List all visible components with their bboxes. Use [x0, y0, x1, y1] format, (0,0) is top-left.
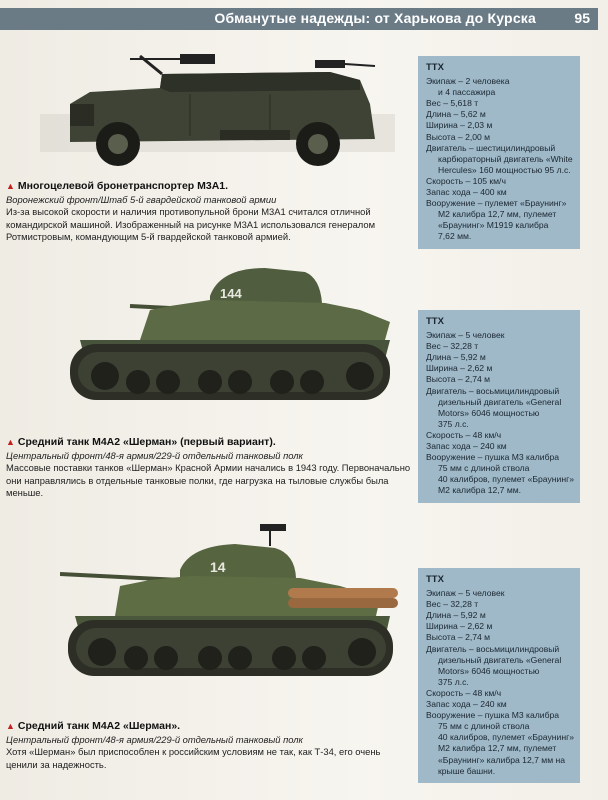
ttx-panel-m3a1 — [418, 56, 580, 249]
ttx-line: Вес – 32,28 т — [426, 599, 479, 610]
ttx-line: Скорость – 105 км/ч — [426, 175, 506, 186]
ttx-line: дизельный двигатель «General — [438, 396, 562, 407]
ttx-line: 40 калибров, пулемет «Браунинг» — [438, 474, 574, 485]
ttx-line: 75 мм с длиной ствола — [438, 463, 530, 474]
ttx-line: Двигатель – восьмицилиндровый — [426, 643, 560, 654]
caption-body: Хотя «Шерман» был приспособлен к российским условиям не так, как Т-34, его очень ценили за надежность. — [6, 746, 381, 770]
red-triangle-icon: ▲ — [6, 181, 15, 191]
ttx-line: Скорость – 48 км/ч — [426, 429, 502, 440]
caption-subtitle: Центральный фронт/48-я армия/229-й отдельный танковый полк — [6, 450, 303, 461]
ttx-line: Ширина – 2,62 м — [426, 621, 493, 632]
ttx-line: М2 калибра 12,7 мм, пулемет — [438, 743, 557, 754]
ttx-line: Высота – 2,74 м — [426, 374, 491, 385]
red-triangle-icon: ▲ — [6, 437, 15, 447]
ttx-line: Вес – 32,28 т — [426, 341, 479, 352]
ttx-line: М2 калибра 12,7 мм. — [438, 485, 522, 496]
ttx-line: 75 мм с длиной ствола — [438, 721, 530, 732]
red-triangle-icon: ▲ — [6, 721, 15, 731]
sherman-144-illustration — [60, 248, 405, 428]
caption-title: ▲ Средний танк М4А2 «Шерман» (первый вариант). — [6, 436, 276, 448]
ttx-line: Запас хода – 400 км — [426, 187, 507, 198]
ttx-line: Вес – 5,618 т — [426, 98, 479, 109]
ttx-line: Длина – 5,92 м — [426, 610, 486, 621]
chapter-title: Обманутые надежды: от Харькова до Курска — [214, 10, 536, 26]
ttx-line: Высота – 2,00 м — [426, 131, 491, 142]
ttx-line: Вооружение – пушка М3 калибра — [426, 452, 560, 463]
ttx-line: и 4 пассажира — [438, 87, 496, 98]
caption-subtitle: Воронежский фронт/Штаб 5-й гвардейской танковой армии — [6, 194, 277, 205]
ttx-line: Экипаж – 5 человек — [426, 588, 505, 599]
ttx-line: Скорость – 48 км/ч — [426, 687, 502, 698]
ttx-panel-sherman-1 — [418, 310, 580, 503]
ttx-line: Motors» 6046 мощностью — [438, 665, 540, 676]
ttx-line: Длина – 5,62 м — [426, 109, 486, 120]
turret-number-144: 144 — [220, 286, 242, 301]
ttx-line: Двигатель – восьмицилиндровый — [426, 385, 560, 396]
caption-sherman-2 — [6, 720, 411, 771]
ttx-line: карбюраторный двигатель «White — [438, 153, 573, 164]
ttx-line: «Браунинг» калибра 12,7 мм на — [438, 754, 566, 765]
caption-title: ▲ Многоцелевой бронетранспортер М3А1. — [6, 180, 229, 192]
ttx-line: М2 калибра 12,7 мм, пулемет — [438, 209, 557, 220]
ttx-line: Вооружение – пулемет «Браунинг» — [426, 198, 567, 209]
ttx-panel-sherman-2 — [418, 568, 580, 783]
ttx-line: дизельный двигатель «General — [438, 654, 562, 665]
ttx-line: 7,62 мм. — [438, 231, 472, 242]
caption-sherman-1 — [6, 436, 411, 500]
ttx-line: Запас хода – 240 км — [426, 699, 507, 710]
ttx-line: Вооружение – пушка М3 калибра — [426, 710, 560, 721]
ttx-line: 375 л.с. — [438, 676, 469, 687]
ttx-line: Hercules» 160 мощностью 95 л.с. — [438, 164, 571, 175]
ttx-line: крыше башни. — [438, 765, 496, 776]
page-number: 95 — [574, 10, 590, 26]
ttx-line: Высота – 2,74 м — [426, 632, 491, 643]
ttx-line: Motors» 6046 мощностью — [438, 407, 540, 418]
sherman-14-illustration — [60, 522, 405, 702]
ttx-line: 375 л.с. — [438, 418, 469, 429]
ttx-line: Ширина – 2,62 м — [426, 363, 493, 374]
ttx-title: ТТХ — [426, 316, 444, 327]
ttx-line: Ширина – 2,03 м — [426, 120, 493, 131]
turret-number-14: 14 — [210, 559, 226, 575]
ttx-line: Экипаж – 2 человека — [426, 76, 510, 87]
caption-body: Массовые поставки танков «Шерман» Красной Армии начались в 1943 году. Первоначально они направлялись в отдельные танковые полки, где нагрузка на тыловые службы была меньше. — [6, 462, 411, 498]
caption-body: Из-за высокой скорости и наличия противопульной брони М3А1 считался отличной командирской машиной. Изображенный на рисунке М3А1 использовался генералом Ротмистровым, командующим 5-й гвардейской танковой армией. — [6, 206, 376, 242]
caption-subtitle: Центральный фронт/48-я армия/229-й отдельный танковый полк — [6, 734, 303, 745]
ttx-title: ТТХ — [426, 574, 444, 585]
ttx-line: Запас хода – 240 км — [426, 441, 507, 452]
page-header — [0, 8, 598, 30]
caption-title: ▲ Средний танк М4А2 «Шерман». — [6, 720, 181, 732]
ttx-line: «Браунинг» М1919 калибра — [438, 220, 549, 231]
ttx-title: ТТХ — [426, 62, 444, 73]
caption-m3a1 — [6, 180, 411, 244]
ttx-line: Длина – 5,92 м — [426, 352, 486, 363]
ttx-line: Двигатель – шестицилиндровый — [426, 142, 556, 153]
ttx-line: 40 калибров, пулемет «Браунинг» — [438, 732, 574, 743]
m3a1-halftrack-illustration — [30, 44, 410, 174]
ttx-line: Экипаж – 5 человек — [426, 330, 505, 341]
